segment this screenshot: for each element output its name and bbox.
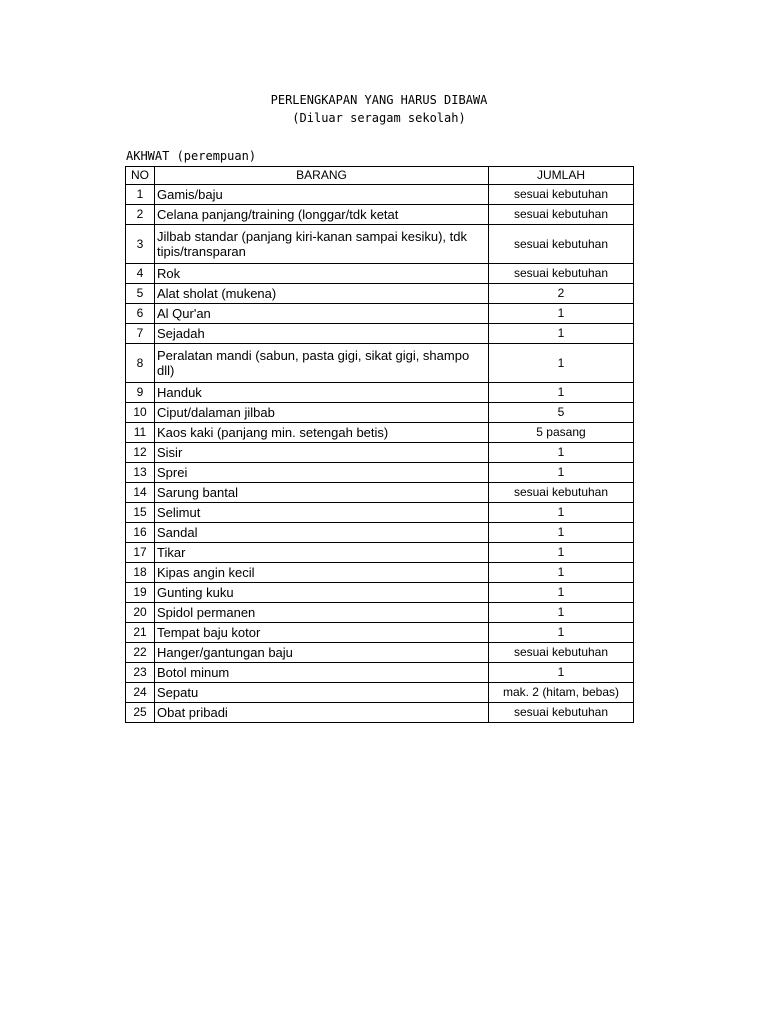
row-number: 18 <box>126 563 155 583</box>
row-quantity: 1 <box>489 623 634 643</box>
table-row <box>126 663 634 683</box>
row-number: 23 <box>126 663 155 683</box>
table-row <box>126 443 634 463</box>
row-number: 7 <box>126 324 155 344</box>
row-item: Handuk <box>155 383 489 403</box>
row-number: 9 <box>126 383 155 403</box>
row-number: 10 <box>126 403 155 423</box>
row-number: 13 <box>126 463 155 483</box>
row-item: Al Qur'an <box>155 304 489 324</box>
table-row <box>126 225 634 264</box>
row-item: Sepatu <box>155 683 489 703</box>
row-item: Sarung bantal <box>155 483 489 503</box>
row-number: 16 <box>126 523 155 543</box>
document-subtitle: (Diluar seragam sekolah) <box>292 111 466 125</box>
row-item: Kaos kaki (panjang min. setengah betis) <box>155 423 489 443</box>
header-no: NO <box>126 167 155 185</box>
table-row <box>126 304 634 324</box>
row-quantity: 1 <box>489 543 634 563</box>
table-row <box>126 284 634 304</box>
table-row <box>126 703 634 723</box>
table-row <box>126 185 634 205</box>
items-table <box>125 166 634 723</box>
row-item: Tikar <box>155 543 489 563</box>
row-quantity: sesuai kebutuhan <box>489 643 634 663</box>
table-row <box>126 563 634 583</box>
row-number: 4 <box>126 264 155 284</box>
row-item: Tempat baju kotor <box>155 623 489 643</box>
row-number: 14 <box>126 483 155 503</box>
row-number: 25 <box>126 703 155 723</box>
row-item: Gunting kuku <box>155 583 489 603</box>
row-quantity: 1 <box>489 443 634 463</box>
header-item: BARANG <box>155 167 489 185</box>
table-row <box>126 383 634 403</box>
row-item: Gamis/baju <box>155 185 489 205</box>
table-row <box>126 623 634 643</box>
row-item: Kipas angin kecil <box>155 563 489 583</box>
row-item: Peralatan mandi (sabun, pasta gigi, sikat gigi, shampo dll) <box>155 344 489 383</box>
row-quantity: 1 <box>489 324 634 344</box>
row-quantity: 1 <box>489 663 634 683</box>
row-quantity: 2 <box>489 284 634 304</box>
row-number: 1 <box>126 185 155 205</box>
row-quantity: 5 <box>489 403 634 423</box>
row-item: Rok <box>155 264 489 284</box>
row-item: Celana panjang/training (longgar/tdk ketat <box>155 205 489 225</box>
header-qty: JUMLAH <box>489 167 634 185</box>
row-quantity: 1 <box>489 344 634 383</box>
row-item: Sandal <box>155 523 489 543</box>
row-item: Spidol permanen <box>155 603 489 623</box>
row-item: Obat pribadi <box>155 703 489 723</box>
row-quantity: 1 <box>489 563 634 583</box>
table-row <box>126 403 634 423</box>
row-number: 22 <box>126 643 155 663</box>
table-row <box>126 324 634 344</box>
table-row <box>126 264 634 284</box>
row-item: Ciput/dalaman jilbab <box>155 403 489 423</box>
table-row <box>126 683 634 703</box>
row-number: 15 <box>126 503 155 523</box>
row-quantity: sesuai kebutuhan <box>489 264 634 284</box>
row-quantity: sesuai kebutuhan <box>489 185 634 205</box>
row-number: 12 <box>126 443 155 463</box>
row-item: Alat sholat (mukena) <box>155 284 489 304</box>
row-quantity: 1 <box>489 523 634 543</box>
table-row <box>126 503 634 523</box>
row-number: 11 <box>126 423 155 443</box>
table-row <box>126 463 634 483</box>
row-quantity: 1 <box>489 304 634 324</box>
row-quantity: mak. 2 (hitam, bebas) <box>489 683 634 703</box>
row-item: Selimut <box>155 503 489 523</box>
row-number: 17 <box>126 543 155 563</box>
table-row <box>126 543 634 563</box>
section-label: AKHWAT (perempuan) <box>126 149 257 163</box>
table-row <box>126 583 634 603</box>
table-row <box>126 523 634 543</box>
table-row <box>126 483 634 503</box>
row-number: 5 <box>126 284 155 304</box>
row-item: Botol minum <box>155 663 489 683</box>
row-quantity: sesuai kebutuhan <box>489 205 634 225</box>
row-quantity: 1 <box>489 463 634 483</box>
table-header-row <box>126 167 634 185</box>
table-row <box>126 423 634 443</box>
row-number: 20 <box>126 603 155 623</box>
row-number: 24 <box>126 683 155 703</box>
row-quantity: 1 <box>489 603 634 623</box>
row-quantity: 1 <box>489 503 634 523</box>
row-quantity: 1 <box>489 383 634 403</box>
table-body <box>126 185 634 723</box>
row-quantity: sesuai kebutuhan <box>489 483 634 503</box>
row-item: Sisir <box>155 443 489 463</box>
row-quantity: sesuai kebutuhan <box>489 225 634 264</box>
row-item: Jilbab standar (panjang kiri-kanan sampai kesiku), tdk tipis/transparan <box>155 225 489 264</box>
row-item: Sprei <box>155 463 489 483</box>
row-item: Sejadah <box>155 324 489 344</box>
row-number: 21 <box>126 623 155 643</box>
row-number: 3 <box>126 225 155 264</box>
row-item: Hanger/gantungan baju <box>155 643 489 663</box>
row-quantity: 5 pasang <box>489 423 634 443</box>
table-row <box>126 643 634 663</box>
table-row <box>126 344 634 383</box>
row-quantity: 1 <box>489 583 634 603</box>
table-row <box>126 205 634 225</box>
row-number: 19 <box>126 583 155 603</box>
row-number: 2 <box>126 205 155 225</box>
row-number: 6 <box>126 304 155 324</box>
table-row <box>126 603 634 623</box>
document-title: PERLENGKAPAN YANG HARUS DIBAWA <box>270 93 488 107</box>
row-quantity: sesuai kebutuhan <box>489 703 634 723</box>
row-number: 8 <box>126 344 155 383</box>
